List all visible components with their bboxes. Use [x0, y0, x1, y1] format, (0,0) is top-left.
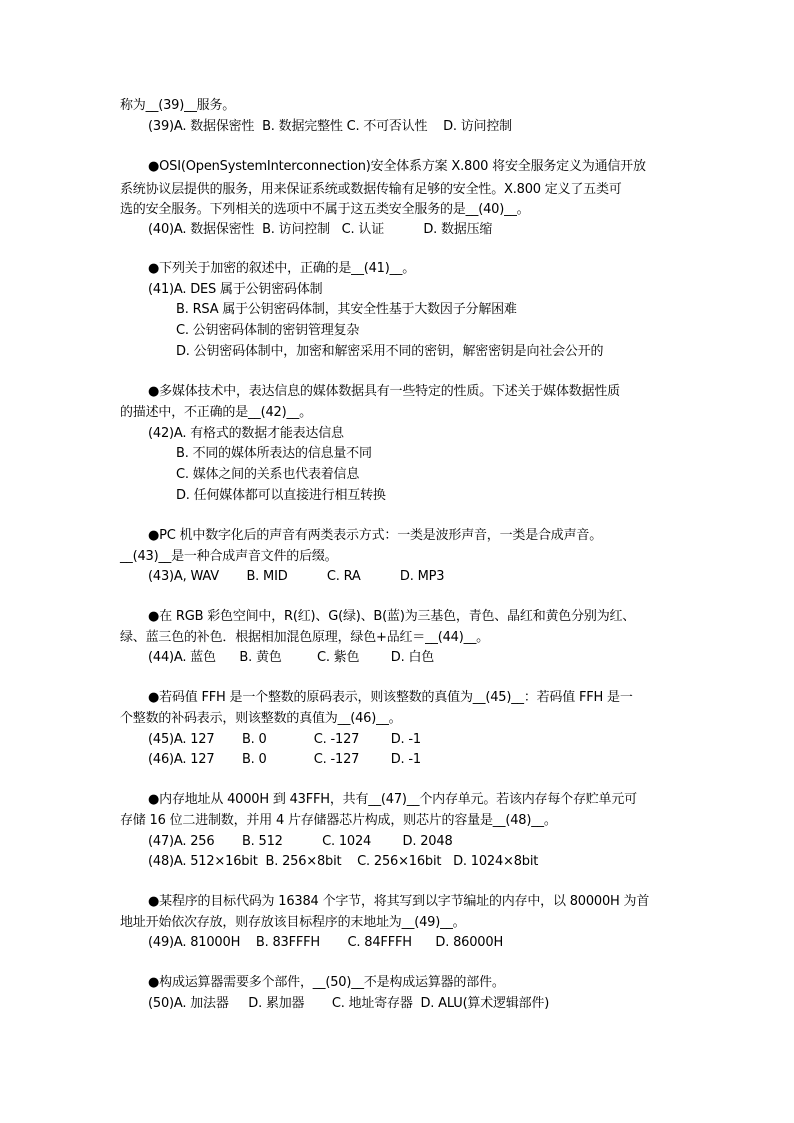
question-42-option-b: B. 不同的媒体所表达的信息量不同: [176, 446, 372, 461]
question-46-options: (46)A. 127 B. 0 C. -127 D. -1: [148, 752, 421, 767]
question-40-options: (40)A. 数据保密性 B. 访问控制 C. 认证 D. 数据压缩: [148, 222, 493, 237]
question-42-option-d: D. 任何媒体都可以直接进行相互转换: [176, 488, 386, 503]
question-47-options: (47)A. 256 B. 512 C. 1024 D. 2048: [148, 834, 453, 849]
question-39-stem: 称为__(39)__服务。: [120, 98, 236, 113]
question-49-options: (49)A. 81000H B. 83FFFH C. 84FFFH D. 86000H: [148, 935, 504, 950]
question-43-stem-line2: __(43)__是一种合成声音文件的后缀。: [120, 549, 338, 564]
question-50-stem: ●构成运算器需要多个部件，__(50)__不是构成运算器的部件。: [148, 975, 505, 990]
question-42-option-a: (42)A. 有格式的数据才能表达信息: [148, 426, 344, 441]
question-42-option-c: C. 媒体之间的关系也代表着信息: [176, 467, 360, 482]
question-43-stem-line1: ●PC 机中数字化后的声音有两类表示方式：一类是波形声音，一类是合成声音。: [148, 528, 602, 543]
question-41-option-a: (41)A. DES 属于公钥密码体制: [148, 282, 323, 297]
question-44-options: (44)A. 蓝色 B. 黄色 C. 紫色 D. 白色: [148, 650, 435, 665]
question-41-option-c: C. 公钥密码体制的密钥管理复杂: [176, 323, 360, 338]
question-45-options: (45)A. 127 B. 0 C. -127 D. -1: [148, 732, 421, 747]
question-48-options: (48)A. 512×16bit B. 256×8bit C. 256×16bit D. 1024×8bit: [148, 854, 539, 869]
question-44-stem-line2: 绿、蓝三色的补色．根据相加混色原理，绿色+品红＝__(44)__。: [120, 630, 489, 645]
question-41-option-d: D. 公钥密码体制中，加密和解密采用不同的密钥，解密密钥是向社会公开的: [176, 344, 604, 359]
question-42-stem-line2: 的描述中，不正确的是__(42)__。: [120, 405, 312, 420]
question-41-option-b: B. RSA 属于公钥密码体制，其安全性基于大数因子分解困难: [176, 302, 517, 317]
question-40-stem-line1: ●OSI(OpenSystemInterconnection)安全体系方案 X.800 将安全服务定义为通信开放: [148, 159, 646, 174]
question-42-stem-line1: ●多媒体技术中，表达信息的媒体数据具有一些特定的性质。下述关于媒体数据性质: [148, 384, 620, 399]
question-44-stem-line1: ●在 RGB 彩色空间中，R(红)、G(绿)、B(蓝)为三基色，青色、晶红和黄色分别为红、: [148, 609, 636, 624]
question-50-options: (50)A. 加法器 D. 累加器 C. 地址寄存器 D. ALU(算术逻辑部件): [148, 996, 550, 1011]
question-43-options: (43)A, WAV B. MID C. RA D. MP3: [148, 569, 445, 584]
question-49-stem-line1: ●某程序的目标代码为 16384 个字节，将其写到以字节编址的内存中，以 80000H 为首: [148, 894, 650, 909]
question-47-stem-line2: 存储 16 位二进制数，并用 4 片存储器芯片构成，则芯片的容量是__(48)__。: [120, 813, 557, 828]
question-40-stem-line3: 选的安全服务。下列相关的选项中不属于这五类安全服务的是__(40)__。: [120, 202, 530, 217]
question-49-stem-line2: 地址开始依次存放，则存放该目标程序的末地址为__(49)__。: [120, 915, 466, 930]
question-39-options: (39)A. 数据保密性 B. 数据完整性 C. 不可否认性 D. 访问控制: [148, 119, 512, 134]
question-41-stem: ●下列关于加密的叙述中，正确的是__(41)__。: [148, 261, 416, 276]
question-45-stem-line2: 个整数的补码表示，则该整数的真值为__(46)__。: [120, 711, 402, 726]
question-45-stem-line1: ●若码值 FFH 是一个整数的原码表示，则该整数的真值为__(45)__：若码值 FFH 是一: [148, 690, 633, 705]
question-47-stem-line1: ●内存地址从 4000H 到 43FFH，共有__(47)__个内存单元。若该内存每个存贮单元可: [148, 792, 637, 807]
question-40-stem-line2: 系统协议层提供的服务，用来保证系统或数据传输有足够的安全性。X.800 定义了五类可: [120, 182, 622, 197]
